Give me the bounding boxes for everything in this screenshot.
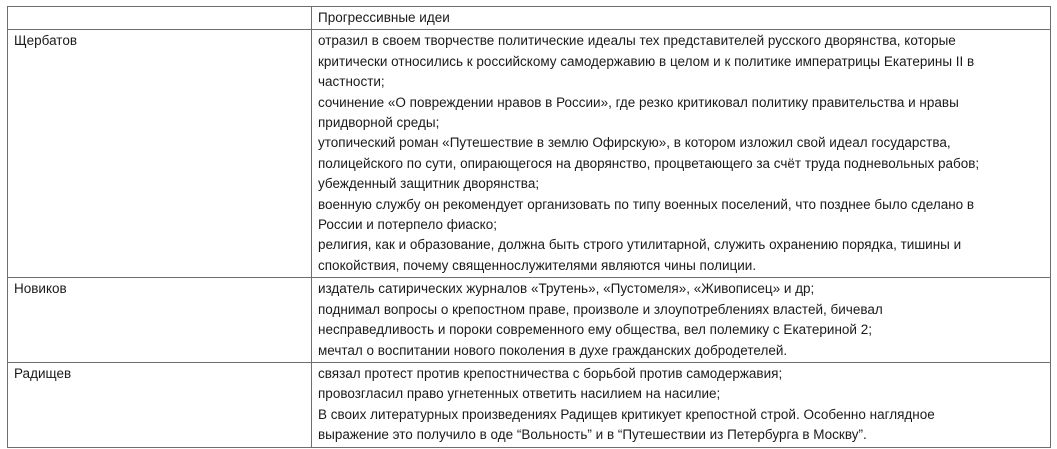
idea-line: убежденный защитник дворянства; bbox=[318, 176, 540, 192]
row-name-cell: Щербатов bbox=[8, 30, 312, 278]
table-row bbox=[8, 30, 1051, 278]
header-cell-ideas: Прогрессивные идеи bbox=[312, 7, 1051, 30]
row-ideas-cell bbox=[312, 278, 1051, 363]
idea-line: России и потерпело фиаско; bbox=[318, 217, 497, 233]
idea-line: поднимал вопросы о крепостном праве, произволе и злоупотреблениях властей, бичевал bbox=[318, 301, 883, 317]
row-ideas-cell bbox=[312, 362, 1051, 447]
idea-line: мечтал о воспитании нового поколения в духе гражданских добродетелей. bbox=[318, 342, 788, 358]
idea-line: спокойствия, почему священнослужителями являются чины полиции. bbox=[318, 257, 757, 273]
header-row bbox=[8, 7, 1051, 30]
idea-line: полицейского по сути, опирающегося на дворянство, процветающего за счёт труда подневольных рабов; bbox=[318, 155, 980, 171]
ideas-table bbox=[7, 6, 1051, 448]
idea-line: провозгласил право угнетенных ответить насилием на насилие; bbox=[318, 386, 721, 402]
table-row bbox=[8, 278, 1051, 363]
header-cell-empty bbox=[8, 7, 312, 30]
idea-line: критически относились к российскому самодержавию в целом и к политике императрицы Екатерины II в bbox=[318, 53, 975, 69]
idea-line: частности; bbox=[318, 74, 385, 90]
idea-line: сочинение «О повреждении нравов в России», где резко критиковал политику правительства и нравы bbox=[318, 94, 959, 110]
idea-line: связал протест против крепостничества с борьбой против самодержавия; bbox=[318, 365, 783, 381]
idea-line: несправедливость и пороки современного ему общества, вел полемику с Екатериной 2; bbox=[318, 322, 872, 338]
idea-line: выражение это получило в оде “Вольность” и в “Путешествии из Петербурга в Москву”. bbox=[318, 427, 867, 443]
idea-line: В своих литературных произведениях Радищев критикует крепостной строй. Особенно наглядное bbox=[318, 406, 935, 422]
idea-line: утопический роман «Путешествие в землю Офирскую», в котором изложил свой идеал государства, bbox=[318, 135, 951, 151]
idea-line: религия, как и образование, должна быть строго утилитарной, служить охранению порядка, тишины и bbox=[318, 237, 962, 253]
idea-line: отразил в своем творчестве политические идеалы тех представителей русского дворянства, которые bbox=[318, 33, 956, 49]
idea-line: придворной среды; bbox=[318, 115, 440, 131]
table-row bbox=[8, 362, 1051, 447]
idea-line: военную службу он рекомендует организовать по типу военных поселений, что позднее было сделано в bbox=[318, 196, 975, 212]
row-name-cell: Радищев bbox=[8, 362, 312, 447]
row-name-cell: Новиков bbox=[8, 278, 312, 363]
row-ideas-cell bbox=[312, 30, 1051, 278]
idea-line: издатель сатирических журналов «Трутень», «Пустомеля», «Живописец» и др; bbox=[318, 281, 815, 297]
